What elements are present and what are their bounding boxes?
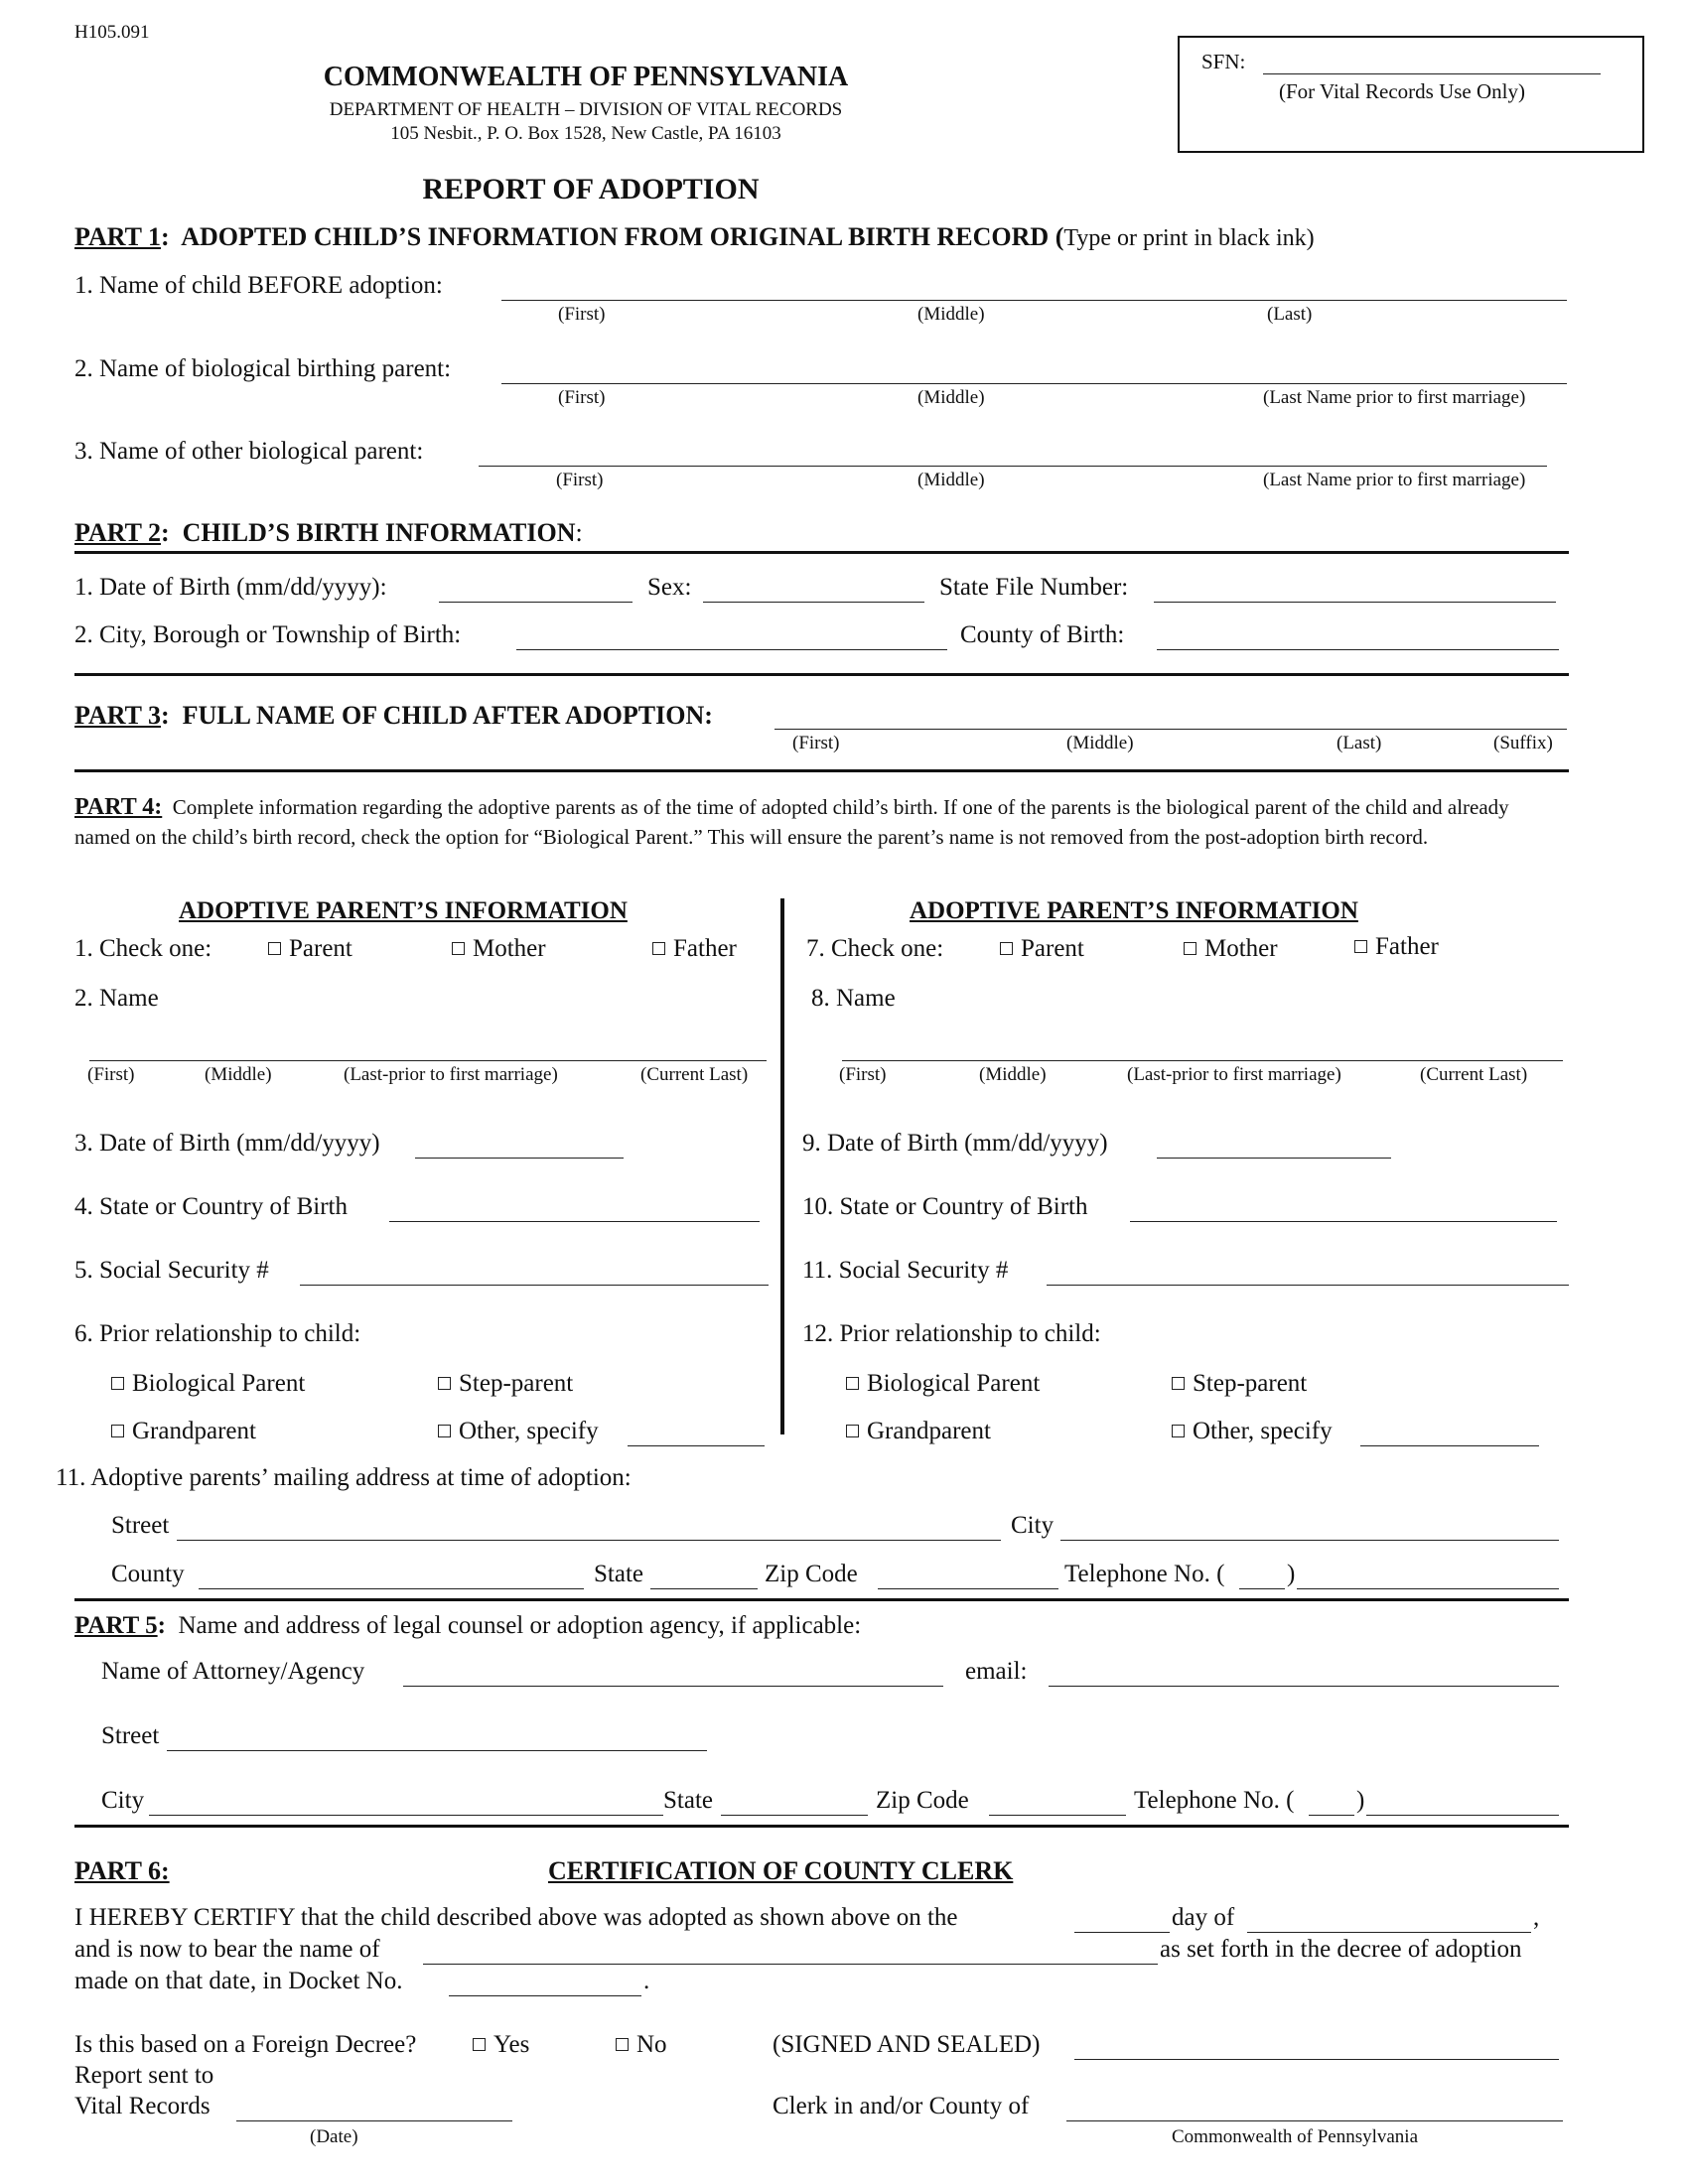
rel-step-label: Step-parent — [459, 1370, 574, 1397]
certify-decree-text: as set forth in the decree of adoption — [1160, 1936, 1522, 1963]
part2-heading: PART 2: CHILD’S BIRTH INFORMATION: — [74, 518, 583, 547]
sfn-box — [1178, 36, 1644, 153]
sub-middle: (Middle) — [979, 1064, 1047, 1085]
part1-label: PART 1 — [74, 222, 161, 251]
mail-area-code-field[interactable] — [1239, 1588, 1285, 1589]
opt-father-label: Father — [1375, 933, 1439, 960]
mail-street-field[interactable] — [177, 1540, 1001, 1541]
part2-title: CHILD’S BIRTH INFORMATION — [182, 518, 576, 547]
part5-bottom-rule — [74, 1825, 1569, 1828]
mail-street-label: Street — [111, 1512, 170, 1539]
right-name-label: 8. Name — [811, 985, 896, 1012]
part3-label: PART 3 — [74, 701, 161, 730]
rel-step-label: Step-parent — [1193, 1370, 1308, 1397]
part3-heading: PART 3: FULL NAME OF CHILD AFTER ADOPTION: — [74, 701, 713, 730]
left-ssn-label: 5. Social Security # — [74, 1257, 269, 1284]
mail-city-field[interactable] — [1060, 1540, 1559, 1541]
state-file-number-field[interactable] — [1154, 602, 1556, 603]
left-opt-mother[interactable] — [452, 935, 546, 963]
child-name-before-field[interactable] — [501, 300, 1567, 301]
part2-rule — [74, 551, 1569, 554]
left-ssn-field[interactable] — [300, 1285, 769, 1286]
right-ssn-label: 11. Social Security # — [802, 1257, 1009, 1284]
checkbox-icon[interactable] — [1354, 940, 1367, 953]
dob-label: 1. Date of Birth (mm/dd/yyyy): — [74, 574, 387, 601]
right-prior-label: 12. Prior relationship to child: — [802, 1320, 1101, 1347]
no-label: No — [636, 2031, 667, 2058]
left-dob-field[interactable] — [415, 1158, 624, 1159]
sub-first: (First) — [87, 1064, 135, 1085]
left-check-label: 1. Check one: — [74, 935, 212, 962]
certify-new-name-field[interactable] — [423, 1964, 1158, 1965]
rel-grand-label: Grandparent — [867, 1418, 991, 1444]
state-file-label: State File Number: — [939, 574, 1129, 601]
rel-other-label: Other, specify — [459, 1418, 599, 1444]
left-dob-label: 3. Date of Birth (mm/dd/yyyy) — [74, 1130, 380, 1157]
checkbox-icon[interactable] — [1172, 1377, 1185, 1390]
part4-intro-text: Complete information regarding the adoptive parents as of the time of adopted child’s birth. If one of the parents is the biological parent of the child and already named on the child’s birth record, check the option for “Biological Parent.” This will ensure the parent’s name is not removed from the post-adoption birth record. — [74, 795, 1509, 849]
mail-zip-label: Zip Code — [765, 1561, 858, 1587]
other-parent-name-field[interactable] — [479, 466, 1547, 467]
sub-last: (Last) — [1267, 304, 1313, 325]
rel-grand-label: Grandparent — [132, 1418, 256, 1444]
right-rel-other[interactable] — [1172, 1418, 1333, 1445]
right-dob-label: 9. Date of Birth (mm/dd/yyyy) — [802, 1130, 1108, 1157]
form-number: H105.091 — [74, 22, 150, 43]
child-dob-field[interactable] — [439, 602, 633, 603]
yes-label: Yes — [493, 2031, 530, 2058]
q3-label: 3. Name of other biological parent: — [74, 438, 424, 465]
right-other-specify-field[interactable] — [1360, 1445, 1539, 1446]
sub-first: (First) — [792, 733, 840, 753]
part5-title: Name and address of legal counsel or adoption agency, if applicable: — [178, 1612, 862, 1639]
left-state-label: 4. State or Country of Birth — [74, 1193, 348, 1220]
agency-city-label: City — [101, 1787, 145, 1814]
checkbox-icon[interactable] — [473, 2038, 486, 2051]
agency-tel-close: ) — [1356, 1787, 1365, 1814]
agency-state-label: State — [663, 1787, 713, 1814]
right-rel-step[interactable] — [1172, 1370, 1307, 1398]
part4-bottom-rule — [74, 1598, 1569, 1601]
part4-intro — [74, 792, 1564, 852]
county-birth-field[interactable] — [1157, 649, 1559, 650]
sex-label: Sex: — [647, 574, 692, 601]
sub-current-last: (Current Last) — [640, 1064, 749, 1085]
checkbox-icon[interactable] — [846, 1377, 859, 1390]
right-check-label: 7. Check one: — [806, 935, 944, 962]
opt-father-label: Father — [673, 935, 737, 962]
sub-first: (First) — [556, 470, 604, 490]
left-name-field[interactable] — [89, 1060, 767, 1061]
right-rel-grand[interactable] — [846, 1418, 991, 1445]
left-rel-bio[interactable] — [111, 1370, 305, 1398]
foreign-no-option[interactable] — [616, 2031, 667, 2059]
agency-tel-label: Telephone No. ( — [1134, 1787, 1295, 1814]
checkbox-icon[interactable] — [652, 942, 665, 955]
part1-title: ADOPTED CHILD’S INFORMATION FROM ORIGINAL BIRTH RECORD ( — [181, 222, 1064, 251]
checkbox-icon[interactable] — [268, 942, 281, 955]
right-opt-parent[interactable] — [1000, 935, 1084, 963]
agency-area-code-field[interactable] — [1309, 1815, 1354, 1816]
rel-bio-label: Biological Parent — [132, 1370, 306, 1397]
checkbox-icon[interactable] — [1184, 942, 1196, 955]
right-rel-bio[interactable] — [846, 1370, 1040, 1398]
checkbox-icon[interactable] — [438, 1425, 451, 1437]
part3-title: FULL NAME OF CHILD AFTER ADOPTION: — [182, 701, 713, 730]
mail-county-field[interactable] — [199, 1588, 584, 1589]
sub-middle: (Middle) — [917, 470, 985, 490]
right-ssn-field[interactable] — [1047, 1285, 1569, 1286]
report-title: REPORT OF ADOPTION — [422, 173, 760, 205]
sub-middle: (Middle) — [1066, 733, 1134, 753]
checkbox-icon[interactable] — [616, 2038, 629, 2051]
right-state-field[interactable] — [1130, 1221, 1557, 1222]
right-state-label: 10. State or Country of Birth — [802, 1193, 1088, 1220]
certify-name-text: and is now to bear the name of — [74, 1936, 380, 1963]
mail-tel-label: Telephone No. ( — [1064, 1561, 1225, 1587]
checkbox-icon[interactable] — [1000, 942, 1013, 955]
city-birth-field[interactable] — [516, 649, 947, 650]
left-parent-heading: ADOPTIVE PARENT’S INFORMATION — [179, 897, 628, 924]
part5-label: PART 5 — [74, 1612, 158, 1639]
sub-last-prior: (Last-prior to first marriage) — [1127, 1064, 1341, 1085]
part1-instruction: Type or print in black ink) — [1063, 225, 1315, 251]
docket-label: made on that date, in Docket No. — [74, 1968, 403, 1994]
part1-heading: PART 1: ADOPTED CHILD’S INFORMATION FROM ORIGINAL BIRTH RECORD (Type or print in black ink) — [74, 222, 1315, 251]
part2-bottom-rule — [74, 673, 1569, 676]
q2-label: 2. Name of biological birthing parent: — [74, 355, 452, 382]
agency-street-label: Street — [101, 1722, 160, 1749]
left-rel-grand[interactable] — [111, 1418, 256, 1445]
city-birth-label: 2. City, Borough or Township of Birth: — [74, 621, 462, 648]
sfn-label: SFN: — [1201, 50, 1246, 73]
mail-zip-field[interactable] — [878, 1588, 1058, 1589]
opt-parent-label: Parent — [289, 935, 352, 962]
right-parent-heading: ADOPTIVE PARENT’S INFORMATION — [910, 897, 1358, 924]
sub-first: (First) — [558, 387, 606, 408]
clerk-county-label: Clerk in and/or County of — [773, 2093, 1030, 2119]
address-line: 105 Nesbit., P. O. Box 1528, New Castle, PA 16103 — [390, 123, 781, 144]
certify-comma: , — [1533, 1904, 1540, 1931]
docket-period: . — [643, 1968, 650, 1994]
attorney-field[interactable] — [403, 1686, 943, 1687]
agency-city-field[interactable] — [149, 1815, 663, 1816]
right-opt-father[interactable] — [1354, 933, 1439, 961]
left-rel-other[interactable] — [438, 1418, 599, 1445]
sub-current-last: (Current Last) — [1420, 1064, 1528, 1085]
left-prior-label: 6. Prior relationship to child: — [74, 1320, 361, 1347]
sub-first: (First) — [558, 304, 606, 325]
foreign-yes-option[interactable] — [473, 2031, 529, 2059]
commonwealth-caption: Commonwealth of Pennsylvania — [1172, 2126, 1419, 2147]
part4-label: PART 4: — [74, 794, 163, 820]
rel-bio-label: Biological Parent — [867, 1370, 1041, 1397]
department-line: DEPARTMENT OF HEALTH – DIVISION OF VITAL RECORDS — [329, 99, 843, 120]
right-dob-field[interactable] — [1157, 1158, 1391, 1159]
child-sex-field[interactable] — [703, 602, 924, 603]
right-name-field[interactable] — [842, 1060, 1563, 1061]
checkbox-icon[interactable] — [111, 1425, 124, 1437]
mail-tel-close: ) — [1287, 1561, 1296, 1587]
report-date-field[interactable] — [236, 2120, 512, 2121]
commonwealth-heading: COMMONWEALTH OF PENNSYLVANIA — [323, 62, 849, 92]
county-birth-label: County of Birth: — [960, 621, 1125, 648]
sub-last-prior: (Last Name prior to first marriage) — [1263, 387, 1526, 408]
sub-suffix: (Suffix) — [1493, 733, 1553, 753]
date-caption: (Date) — [310, 2126, 358, 2147]
email-field[interactable] — [1049, 1686, 1559, 1687]
agency-zip-label: Zip Code — [876, 1787, 969, 1814]
mail-tel-field[interactable] — [1297, 1588, 1559, 1589]
email-label: email: — [965, 1658, 1028, 1685]
certify-day-of: day of — [1172, 1904, 1235, 1931]
part3-rule — [74, 769, 1569, 772]
left-rel-step[interactable] — [438, 1370, 573, 1398]
agency-street-field[interactable] — [167, 1750, 707, 1751]
checkbox-icon[interactable] — [1172, 1425, 1185, 1437]
right-opt-mother[interactable] — [1184, 935, 1278, 963]
sfn-note: (For Vital Records Use Only) — [1279, 79, 1525, 103]
checkbox-icon[interactable] — [111, 1377, 124, 1390]
column-divider — [780, 898, 784, 1434]
part5-heading: PART 5: Name and address of legal counsel or adoption agency, if applicable: — [74, 1612, 862, 1639]
sub-middle: (Middle) — [917, 387, 985, 408]
checkbox-icon[interactable] — [452, 942, 465, 955]
agency-tel-field[interactable] — [1366, 1815, 1559, 1816]
mail-state-label: State — [594, 1561, 643, 1587]
q1-label: 1. Name of child BEFORE adoption: — [74, 272, 443, 299]
child-name-after-field[interactable] — [774, 729, 1567, 730]
opt-mother-label: Mother — [1204, 935, 1278, 962]
part6-label: PART 6: — [74, 1856, 170, 1885]
birthing-parent-name-field[interactable] — [501, 383, 1567, 384]
mailing-label: 11. Adoptive parents’ mailing address at time of adoption: — [56, 1464, 632, 1491]
checkbox-icon[interactable] — [846, 1425, 859, 1437]
report-sent-label: Report sent to — [74, 2062, 214, 2089]
sub-last: (Last) — [1336, 733, 1382, 753]
certify-text: I HEREBY CERTIFY that the child described above was adopted as shown above on the — [74, 1904, 958, 1931]
rel-other-label: Other, specify — [1193, 1418, 1333, 1444]
certify-day-field[interactable] — [1074, 1932, 1170, 1933]
left-name-label: 2. Name — [74, 985, 159, 1012]
mail-county-label: County — [111, 1561, 185, 1587]
left-other-specify-field[interactable] — [628, 1445, 765, 1446]
signed-sealed-label: (SIGNED AND SEALED) — [773, 2031, 1041, 2058]
sub-last-prior: (Last-prior to first marriage) — [344, 1064, 558, 1085]
checkbox-icon[interactable] — [438, 1377, 451, 1390]
agency-state-field[interactable] — [721, 1815, 868, 1816]
mail-city-label: City — [1011, 1512, 1055, 1539]
part2-label: PART 2 — [74, 518, 161, 547]
left-opt-parent[interactable] — [268, 935, 352, 963]
sub-middle: (Middle) — [205, 1064, 272, 1085]
sub-middle: (Middle) — [917, 304, 985, 325]
sub-first: (First) — [839, 1064, 887, 1085]
part6-title: CERTIFICATION OF COUNTY CLERK — [548, 1856, 1014, 1885]
attorney-label: Name of Attorney/Agency — [101, 1658, 365, 1685]
left-opt-father[interactable] — [652, 935, 737, 963]
signature-field[interactable] — [1074, 2059, 1559, 2060]
left-state-field[interactable] — [389, 1221, 760, 1222]
sub-last-prior: (Last Name prior to first marriage) — [1263, 470, 1526, 490]
certify-month-field[interactable] — [1247, 1932, 1531, 1933]
foreign-decree-label: Is this based on a Foreign Decree? — [74, 2031, 417, 2058]
opt-parent-label: Parent — [1021, 935, 1084, 962]
clerk-county-field[interactable] — [1066, 2120, 1563, 2121]
sfn-field[interactable] — [1263, 73, 1601, 74]
agency-zip-field[interactable] — [989, 1815, 1126, 1816]
opt-mother-label: Mother — [473, 935, 546, 962]
docket-field[interactable] — [449, 1995, 641, 1996]
mail-state-field[interactable] — [650, 1588, 758, 1589]
vital-records-label: Vital Records — [74, 2093, 211, 2119]
